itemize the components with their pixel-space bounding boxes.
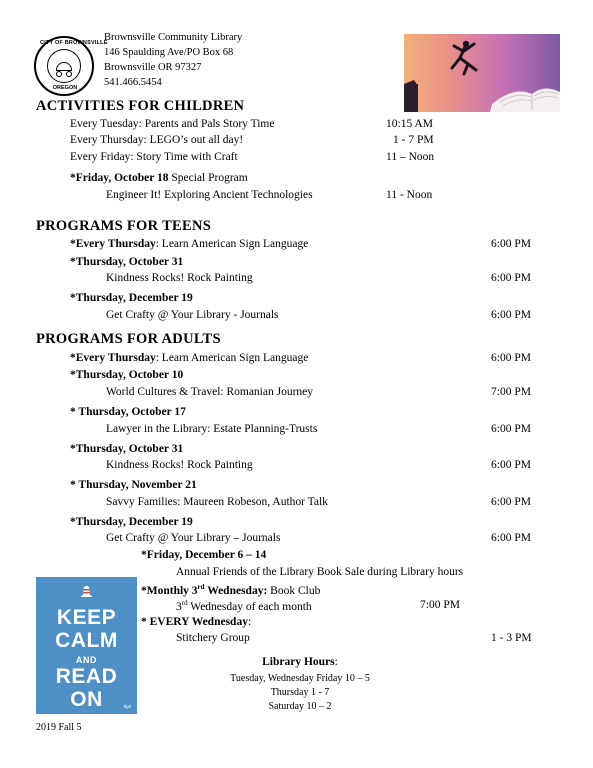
booksale-date: *Friday, December 6 – 14 [141,549,267,561]
stitchery-time: 1 - 3 PM [491,632,532,644]
teens-asl-line [70,238,308,250]
hours-heading-line [200,656,400,668]
hours-heading: Library Hours [262,656,335,668]
reading-leap-banner-image [404,34,560,112]
children-special-time: 11 - Noon [386,189,433,201]
stitchery-day: * EVERY Wednesday [141,616,248,628]
adults-asl-day: *Every Thursday [70,352,156,364]
adults-event-4-time: 6:00 PM [491,496,531,508]
wagon-icon [56,62,72,71]
booksale-text: Annual Friends of the Library Book Sale during Library hours [176,566,464,578]
teens-asl-time: 6:00 PM [491,238,531,250]
teens-event-1-time: 6:00 PM [491,272,531,284]
teens-event-2-title: Get Crafty @ Your Library - Journals [106,309,279,321]
adults-event-5-time: 6:00 PM [491,532,531,544]
bookclub-detail [176,599,312,613]
poster-calm: CALM [55,629,118,652]
adults-event-4-date: * Thursday, November 21 [70,479,197,491]
poster-keep: KEEP [56,606,117,629]
adults-event-1-time: 7:00 PM [491,386,531,398]
stitchery-colon: : [247,616,252,628]
hours-line-3: Saturday 10 – 2 [268,701,332,712]
adults-heading: PROGRAMS FOR ADULTS [36,331,221,347]
children-item-2: Every Thursday: LEGO’s out all day! [70,134,244,146]
cat-hat-icon [80,585,93,597]
children-special-line [70,172,248,184]
adults-asl-text: : Learn American Sign Language [155,352,309,364]
adults-event-4-title: Savvy Families: Maureen Robeson, Author Talk [106,496,328,508]
teens-event-2-date: *Thursday, December 19 [70,292,193,304]
leaping-reader-illustration [404,34,560,112]
children-item-2-time: 1 - 7 PM [393,134,434,146]
children-heading: ACTIVITIES FOR CHILDREN [36,98,245,114]
bookclub-time: 7:00 PM [420,599,460,611]
bookclub-title: Book Club [267,584,321,597]
poster-read: READ [55,665,118,688]
children-special-title: Engineer It! Exploring Ancient Technologies [106,189,313,201]
adults-event-1-title: World Cultures & Travel: Romanian Journey [106,386,314,398]
teens-event-2-time: 6:00 PM [491,309,531,321]
bookclub-detail-a: 3 [176,600,182,613]
adults-asl-line [70,352,308,364]
poster-on: ON [70,688,103,711]
hours-line-1: Tuesday, Wednesday Friday 10 – 5 [230,673,370,684]
teens-event-1-date: *Thursday, October 31 [70,256,184,268]
bookclub-day-sup: rd [197,583,205,591]
adults-event-1-date: *Thursday, October 10 [70,369,184,381]
bookclub-day-a: *Monthly 3 [141,584,198,597]
adults-event-3-time: 6:00 PM [491,459,531,471]
bookclub-day-b: Wednesday: [204,584,268,597]
children-item-1: Every Tuesday: Parents and Pals Story Time [70,118,275,130]
adults-event-3-title: Kindness Rocks! Rock Painting [106,459,253,471]
bookclub-detail-sup: rd [181,599,188,607]
hours-colon: : [334,656,338,668]
adults-event-5-title: Get Crafty @ Your Library – Journals [106,532,281,544]
wheel-icon [56,71,62,77]
footer-code: 2019 Fall 5 [36,722,82,733]
children-special-date: *Friday, October 18 [70,172,169,184]
address-line-2: Brownsville OR 97327 [104,62,202,73]
adults-event-3-date: *Thursday, October 31 [70,443,184,455]
city-seal-logo [34,36,108,96]
hours-line-2: Thursday 1 - 7 [270,687,330,698]
children-special-label: Special Program [168,172,248,184]
seal-bottom-text: OREGON [52,85,78,91]
poster-and: AND [75,655,98,665]
children-item-3-time: 11 – Noon [386,151,435,163]
bookclub-detail-b: Wednesday of each month [187,600,312,613]
teens-asl-text: : Learn American Sign Language [155,238,309,250]
teens-asl-day: *Every Thursday [70,238,156,250]
phone-number: 541.466.5454 [104,77,162,88]
adults-event-2-date: * Thursday, October 17 [70,406,186,418]
adults-asl-time: 6:00 PM [491,352,531,364]
adults-event-2-time: 6:00 PM [491,423,531,435]
address-line-1: 146 Spaulding Ave/PO Box 68 [104,47,234,58]
adults-event-5-date: *Thursday, December 19 [70,516,193,528]
poster-signature: Agé [123,705,131,710]
children-item-3: Every Friday: Story Time with Craft [70,151,238,163]
wheel-icon [66,71,72,77]
adults-event-2-title: Lawyer in the Library: Estate Planning-Trusts [106,423,318,435]
children-item-1-time: 10:15 AM [386,118,433,130]
teens-event-1-title: Kindness Rocks! Rock Painting [106,272,253,284]
bookclub-line [141,583,320,597]
seal-inner-ring [47,49,81,83]
stitchery-line [141,616,251,628]
keep-calm-poster [36,577,137,714]
library-name: Brownsville Community Library [104,32,243,43]
teens-heading: PROGRAMS FOR TEENS [36,218,212,234]
seal-top-text: CITY OF BROWNSVILLE [40,40,108,46]
stitchery-title: Stitchery Group [176,632,250,644]
